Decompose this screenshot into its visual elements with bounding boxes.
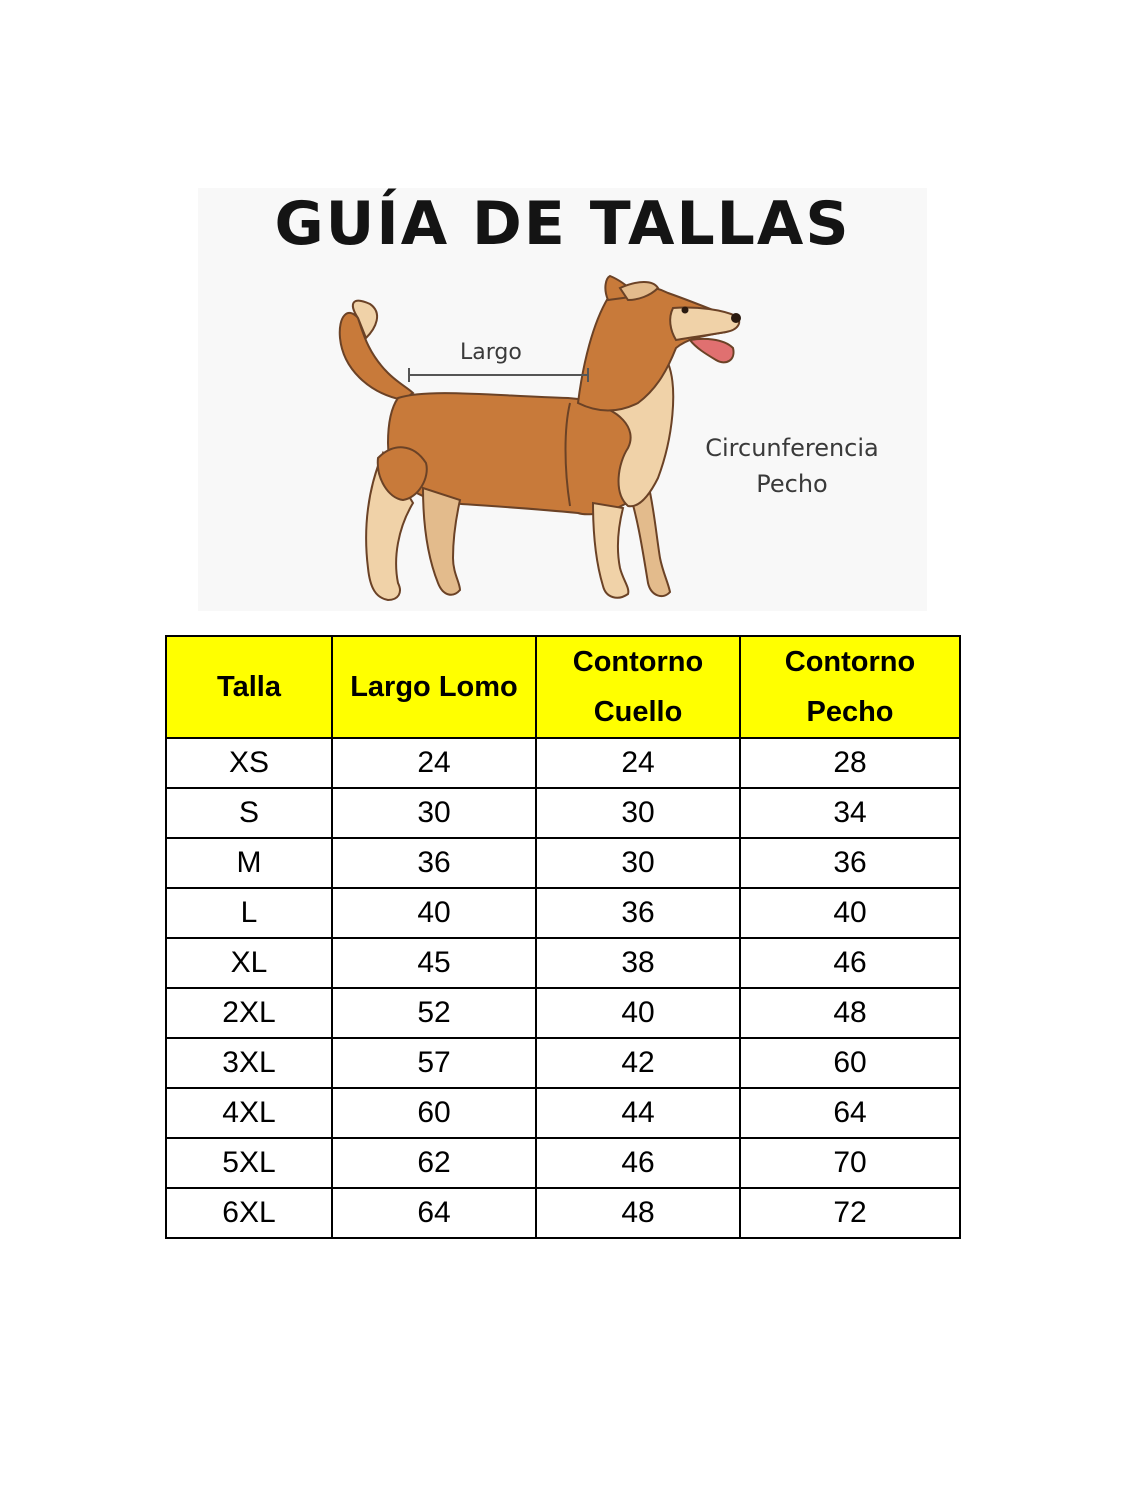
size-table [165, 635, 961, 1239]
table-row [166, 1188, 960, 1238]
table-row [166, 988, 960, 1038]
cell-back-length: 52 [332, 988, 536, 1038]
cell-chest: 60 [740, 1038, 960, 1088]
cell-neck: 46 [536, 1138, 740, 1188]
cell-chest: 72 [740, 1188, 960, 1238]
cell-chest: 46 [740, 938, 960, 988]
cell-chest: 48 [740, 988, 960, 1038]
header-back-length: Largo Lomo [332, 636, 536, 738]
cell-neck: 44 [536, 1088, 740, 1138]
chest-label-line-1: Circunferencia [705, 434, 879, 462]
cell-size: 6XL [166, 1188, 332, 1238]
cell-chest: 64 [740, 1088, 960, 1138]
cell-back-length: 57 [332, 1038, 536, 1088]
cell-neck: 24 [536, 738, 740, 788]
cell-size: XS [166, 738, 332, 788]
cell-chest: 34 [740, 788, 960, 838]
cell-back-length: 64 [332, 1188, 536, 1238]
table-row [166, 738, 960, 788]
table-row [166, 1088, 960, 1138]
table-row [166, 888, 960, 938]
cell-neck: 36 [536, 888, 740, 938]
cell-neck: 30 [536, 788, 740, 838]
cell-size: M [166, 838, 332, 888]
cell-size: L [166, 888, 332, 938]
cell-neck: 40 [536, 988, 740, 1038]
cell-chest: 40 [740, 888, 960, 938]
cell-back-length: 40 [332, 888, 536, 938]
table-row [166, 838, 960, 888]
cell-neck: 30 [536, 838, 740, 888]
cell-size: XL [166, 938, 332, 988]
table-row [166, 1038, 960, 1088]
cell-back-length: 45 [332, 938, 536, 988]
chest-label [692, 430, 892, 502]
table-row [166, 938, 960, 988]
table-row [166, 788, 960, 838]
cell-size: 5XL [166, 1138, 332, 1188]
cell-back-length: 60 [332, 1088, 536, 1138]
cell-back-length: 36 [332, 838, 536, 888]
guide-title: GUÍA DE TALLAS [274, 189, 851, 259]
cell-back-length: 24 [332, 738, 536, 788]
cell-chest: 36 [740, 838, 960, 888]
header-neck: Contorno Cuello [536, 636, 740, 738]
cell-chest: 28 [740, 738, 960, 788]
cell-size: 4XL [166, 1088, 332, 1138]
length-label: Largo [460, 340, 522, 365]
chest-label-line-2: Pecho [756, 470, 828, 498]
cell-size: 3XL [166, 1038, 332, 1088]
cell-size: S [166, 788, 332, 838]
table-header-row [166, 636, 960, 738]
cell-neck: 48 [536, 1188, 740, 1238]
header-size: Talla [166, 636, 332, 738]
header-chest: Contorno Pecho [740, 636, 960, 738]
cell-back-length: 62 [332, 1138, 536, 1188]
cell-back-length: 30 [332, 788, 536, 838]
cell-chest: 70 [740, 1138, 960, 1188]
cell-size: 2XL [166, 988, 332, 1038]
cell-neck: 42 [536, 1038, 740, 1088]
cell-neck: 38 [536, 938, 740, 988]
table-row [166, 1138, 960, 1188]
size-guide-graphic [198, 188, 927, 611]
